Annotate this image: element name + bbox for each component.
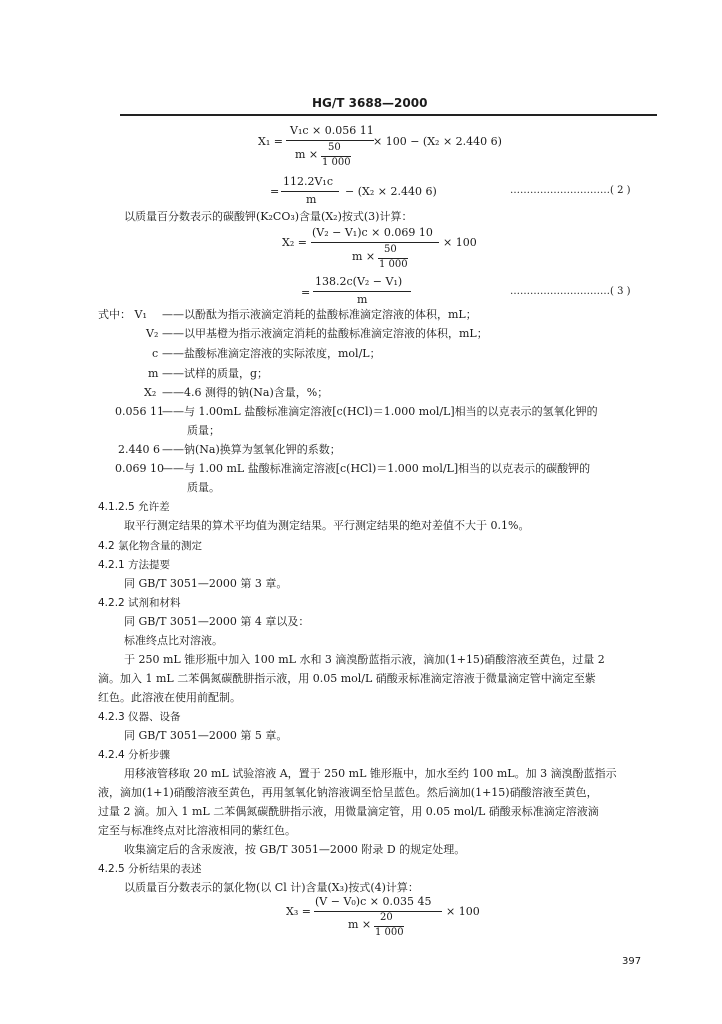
header-rule	[120, 114, 657, 116]
eq3-numerator: (V₂ − V₁)c × 0.069 10	[312, 226, 433, 239]
section-4-2-2-title: 4.2.2 试剂和材料	[98, 597, 181, 609]
eq3-fraction-bar	[311, 242, 439, 243]
def-text: ——与 1.00 mL 盐酸标准滴定溶液[c(HCl)＝1.000 mol/L]相当的以克表示的碳酸钾的	[162, 462, 591, 475]
eq4-lhs: X₃ =	[286, 905, 311, 918]
eq2-fraction-bar	[286, 140, 374, 141]
eq4-denominator-prefix: m ×	[348, 918, 372, 931]
eq3-den-den: 1 000	[379, 259, 408, 270]
eq3-den-num: 50	[384, 244, 397, 255]
eq4-den-num: 20	[380, 912, 393, 923]
def-text: ——以酚酞为指示液滴定消耗的盐酸标准滴定溶液的体积，mL；	[162, 308, 477, 321]
def-text: ——试样的质量，g；	[162, 367, 269, 380]
def-sym: 0.069 10	[115, 462, 164, 475]
eq2-numerator: V₁c × 0.056 11	[290, 124, 374, 137]
def-sym: m	[148, 367, 159, 380]
eq3-tail: × 100	[443, 236, 477, 249]
section-4-2-2-paragraph: 红色。此溶液在使用前配制。	[98, 691, 241, 704]
eq2-line2-den: m	[306, 193, 317, 206]
section-4-2-4-title: 4.2.4 分析步骤	[98, 749, 171, 761]
def-text: ——与 1.00mL 盐酸标准滴定溶液[c(HCl)＝1.000 mol/L]相当的以克表示的氢氧化钾的	[162, 405, 598, 418]
eq3-line2-eq: =	[301, 286, 311, 299]
eq2-line2-tail: − (X₂ × 2.440 6)	[345, 185, 437, 198]
eq2-tail: × 100 − (X₂ × 2.440 6)	[373, 135, 502, 148]
eq2-den-num: 50	[328, 142, 341, 153]
eq3-lhs: X₂ =	[282, 236, 307, 249]
def-text: ——以甲基橙为指示液滴定消耗的盐酸标准滴定溶液的体积，mL；	[162, 327, 488, 340]
section-4-1-2-5-title: 4.1.2.5 允许差	[98, 501, 170, 513]
eq3-number: …………………………( 3 )	[510, 286, 631, 297]
section-4-2-title: 4.2 氯化物含量的测定	[98, 540, 203, 552]
eq2-lhs: X₁ =	[258, 135, 283, 148]
section-4-1-2-5-body: 取平行测定结果的算术平均值为测定结果。平行测定结果的绝对差值不大于 0.1%。	[124, 519, 530, 532]
eq3-denominator-prefix: m ×	[352, 250, 376, 263]
section-4-2-2-paragraph: 于 250 mL 锥形瓶中加入 100 mL 水和 3 滴溴酚蓝指示液，滴加(1+15)硝酸溶液至黄色，过量 2	[124, 653, 605, 666]
eq2-number: …………………………( 2 )	[510, 185, 631, 196]
def-text: ——钠(Na)换算为氢氧化钾的系数；	[162, 443, 341, 456]
def-sym: c	[152, 347, 159, 360]
section-4-2-2-body: 同 GB/T 3051—2000 第 4 章以及：	[124, 615, 310, 628]
eq2-den-den: 1 000	[322, 157, 351, 168]
eq3-line2-den: m	[357, 293, 368, 306]
eq2-line2-bar	[281, 191, 339, 192]
k2co3-intro: 以质量百分数表示的碳酸钾(K₂CO₃)含量(X₂)按式(3)计算：	[124, 210, 413, 223]
page-number: 397	[622, 956, 642, 967]
section-4-2-5-body: 以质量百分数表示的氯化物(以 Cl 计)含量(X₃)按式(4)计算：	[124, 881, 419, 894]
def-text-cont: 质量。	[187, 481, 220, 494]
section-4-2-4-paragraph: 液，滴加(1+1)硝酸溶液至黄色，再用氢氧化钠溶液调至恰呈蓝色。然后滴加(1+15)硝酸溶液至黄色，	[98, 786, 598, 799]
section-4-2-4-paragraph: 收集滴定后的含汞废液，按 GB/T 3051—2000 附录 D 的规定处理。	[124, 843, 466, 856]
section-4-2-4-paragraph: 过量 2 滴。加入 1 mL 二苯偶氮碳酰肼指示液，用微量滴定管，用 0.05 mol/L 硝酸汞标准滴定溶液滴	[98, 805, 599, 818]
def-sym: X₂	[144, 386, 157, 399]
section-4-2-3-body: 同 GB/T 3051—2000 第 5 章。	[124, 729, 288, 742]
eq3-line2-num: 138.2c(V₂ − V₁)	[315, 275, 403, 288]
eq2-denominator-prefix: m ×	[295, 148, 319, 161]
section-4-2-4-paragraph: 用移液管移取 20 mL 试验溶液 A，置于 250 mL 锥形瓶中，加水至约 100 mL。加 3 滴溴酚蓝指示	[124, 767, 617, 780]
def-sym: 式中： V₁	[98, 308, 147, 321]
section-4-2-4-paragraph: 定至与标准终点对比溶液相同的紫红色。	[98, 824, 296, 837]
page-header-code: HG/T 3688—2000	[312, 96, 428, 110]
def-text: ——4.6 测得的钠(Na)含量，%；	[162, 386, 329, 399]
section-4-2-5-title: 4.2.5 分析结果的表述	[98, 863, 202, 875]
eq2-line2-eq: =	[270, 185, 280, 198]
eq4-tail: × 100	[446, 905, 480, 918]
def-text: ——盐酸标准滴定溶液的实际浓度，mol/L；	[162, 347, 381, 360]
eq3-line2-bar	[313, 291, 411, 292]
eq4-numerator: (V − V₀)c × 0.035 45	[315, 895, 432, 908]
section-4-2-3-title: 4.2.3 仪器、设备	[98, 711, 181, 723]
def-text-cont: 质量；	[187, 424, 220, 437]
eq4-fraction-bar	[314, 911, 442, 912]
section-4-2-2-body: 标准终点比对溶液。	[124, 634, 223, 647]
def-sym: V₂	[146, 327, 159, 340]
section-4-2-2-paragraph: 滴。加入 1 mL 二苯偶氮碳酰肼指示液，用 0.05 mol/L 硝酸汞标准滴定溶液于微量滴定管中滴定至紫	[98, 672, 596, 685]
eq4-den-den: 1 000	[375, 927, 404, 938]
def-sym: 2.440 6	[118, 443, 160, 456]
eq2-line2-num: 112.2V₁c	[283, 175, 334, 188]
def-sym: 0.056 11	[115, 405, 164, 418]
section-4-2-1-body: 同 GB/T 3051—2000 第 3 章。	[124, 577, 288, 590]
section-4-2-1-title: 4.2.1 方法提要	[98, 559, 171, 571]
